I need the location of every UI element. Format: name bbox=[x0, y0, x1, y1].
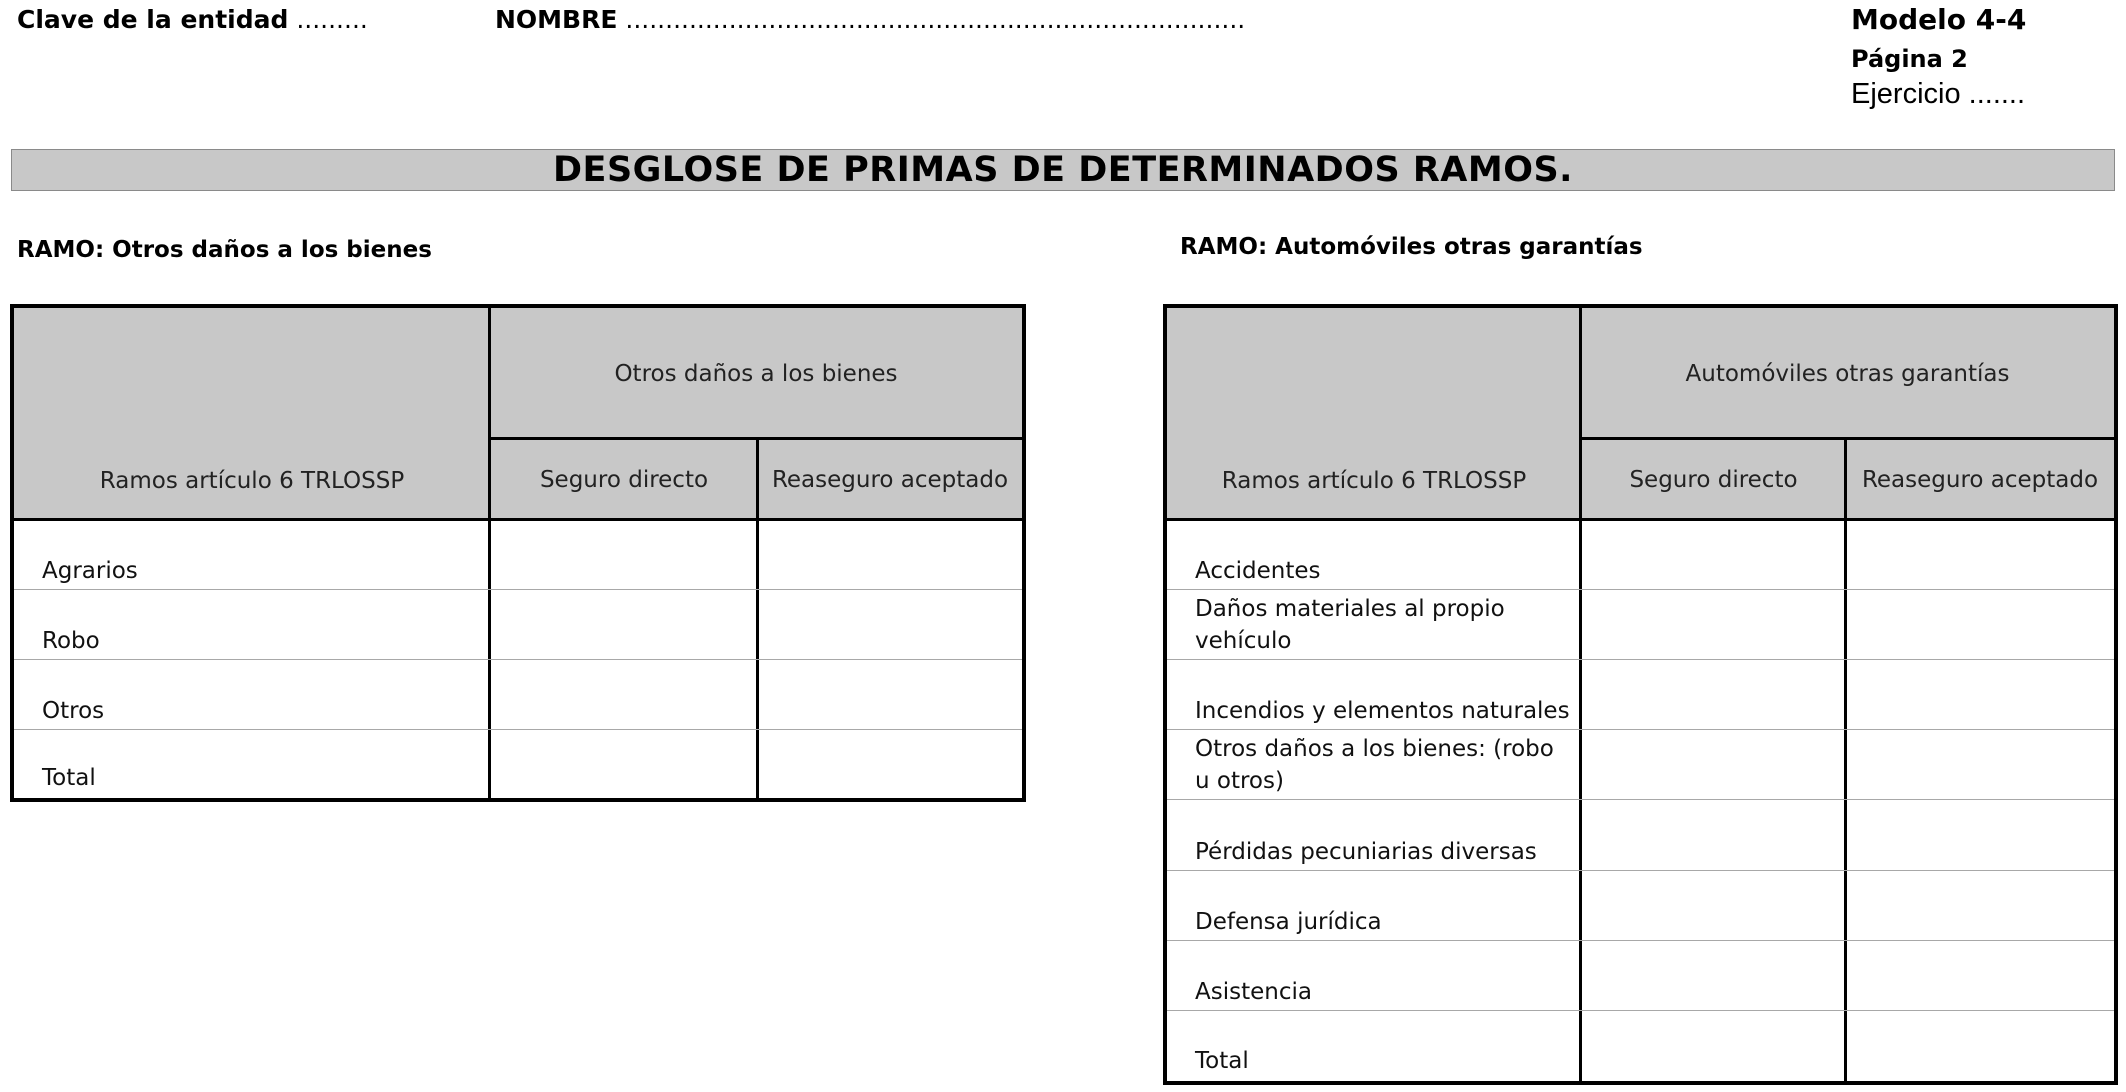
left-col-seguro-directo-text: Seguro directo bbox=[539, 466, 709, 493]
clave-entidad-dots: ......... bbox=[288, 5, 368, 34]
left-row-header-text: Ramos artículo 6 TRLOSSP bbox=[99, 468, 405, 494]
right-group-header-text: Automóviles otras garantías bbox=[1685, 360, 2010, 387]
right-hline-group bbox=[1579, 437, 2114, 440]
title-banner bbox=[11, 149, 2115, 191]
left-vline-1 bbox=[488, 308, 491, 798]
right-ramo-label: RAMO: Automóviles otras garantías bbox=[1180, 234, 1643, 260]
modelo-label: Modelo 4-4 bbox=[1851, 3, 2027, 36]
right-row-header-text: Ramos artículo 6 TRLOSSP bbox=[1221, 468, 1527, 494]
left-group-header-text: Otros daños a los bienes bbox=[614, 360, 898, 387]
right-row-asistencia: Asistencia bbox=[1195, 979, 1312, 1005]
clave-entidad-label: Clave de la entidad bbox=[17, 5, 289, 34]
nombre-label: NOMBRE bbox=[495, 5, 618, 34]
left-row-otros: Otros bbox=[42, 698, 105, 724]
right-col-seguro-directo-text: Seguro directo bbox=[1629, 466, 1798, 493]
nombre-dots: .............................................................................. bbox=[617, 5, 1246, 34]
clave-entidad-field bbox=[17, 5, 368, 34]
right-vline-1 bbox=[1579, 308, 1582, 1081]
right-row-accidentes: Accidentes bbox=[1195, 558, 1321, 584]
right-col-reaseguro-aceptado bbox=[1846, 439, 2114, 520]
right-row-header bbox=[1167, 308, 1581, 520]
right-table bbox=[1163, 304, 2118, 1085]
left-row-header bbox=[14, 308, 490, 520]
right-col-seguro-directo bbox=[1581, 439, 1846, 520]
right-vline-2 bbox=[1844, 437, 1847, 1081]
left-col-seguro-directo bbox=[490, 439, 758, 520]
right-row-danos-materiales: Daños materiales al propio vehículo bbox=[1195, 596, 1505, 654]
right-row-incendios: Incendios y elementos naturales bbox=[1195, 698, 1570, 724]
right-group-header bbox=[1581, 308, 2114, 439]
right-row-perdidas-pecuniarias: Pérdidas pecuniarias diversas bbox=[1195, 839, 1537, 865]
nombre-field bbox=[495, 5, 1245, 34]
left-col-reaseguro-aceptado bbox=[758, 439, 1022, 520]
right-row-total: Total bbox=[1195, 1048, 1249, 1074]
right-col-reaseguro-aceptado-text: Reaseguro aceptado bbox=[1861, 466, 2099, 493]
left-row-robo: Robo bbox=[42, 628, 100, 654]
pagina-label: Página 2 bbox=[1851, 45, 1968, 73]
left-vline-2 bbox=[756, 437, 759, 798]
left-table bbox=[10, 304, 1026, 802]
left-row-total: Total bbox=[42, 765, 96, 791]
left-row-agrarios: Agrarios bbox=[42, 558, 138, 584]
left-col-reaseguro-aceptado-text: Reaseguro aceptado bbox=[771, 466, 1009, 493]
left-group-header bbox=[490, 308, 1022, 439]
right-row-defensa-juridica: Defensa jurídica bbox=[1195, 909, 1382, 935]
left-ramo-label: RAMO: Otros daños a los bienes bbox=[17, 237, 432, 263]
page-title: DESGLOSE DE PRIMAS DE DETERMINADOS RAMOS. bbox=[553, 150, 1573, 190]
left-hline-group bbox=[488, 437, 1022, 440]
ejercicio-label: Ejercicio ....... bbox=[1851, 78, 2026, 110]
right-row-otros-danos: Otros daños a los bienes: (robo u otros) bbox=[1195, 736, 1554, 794]
